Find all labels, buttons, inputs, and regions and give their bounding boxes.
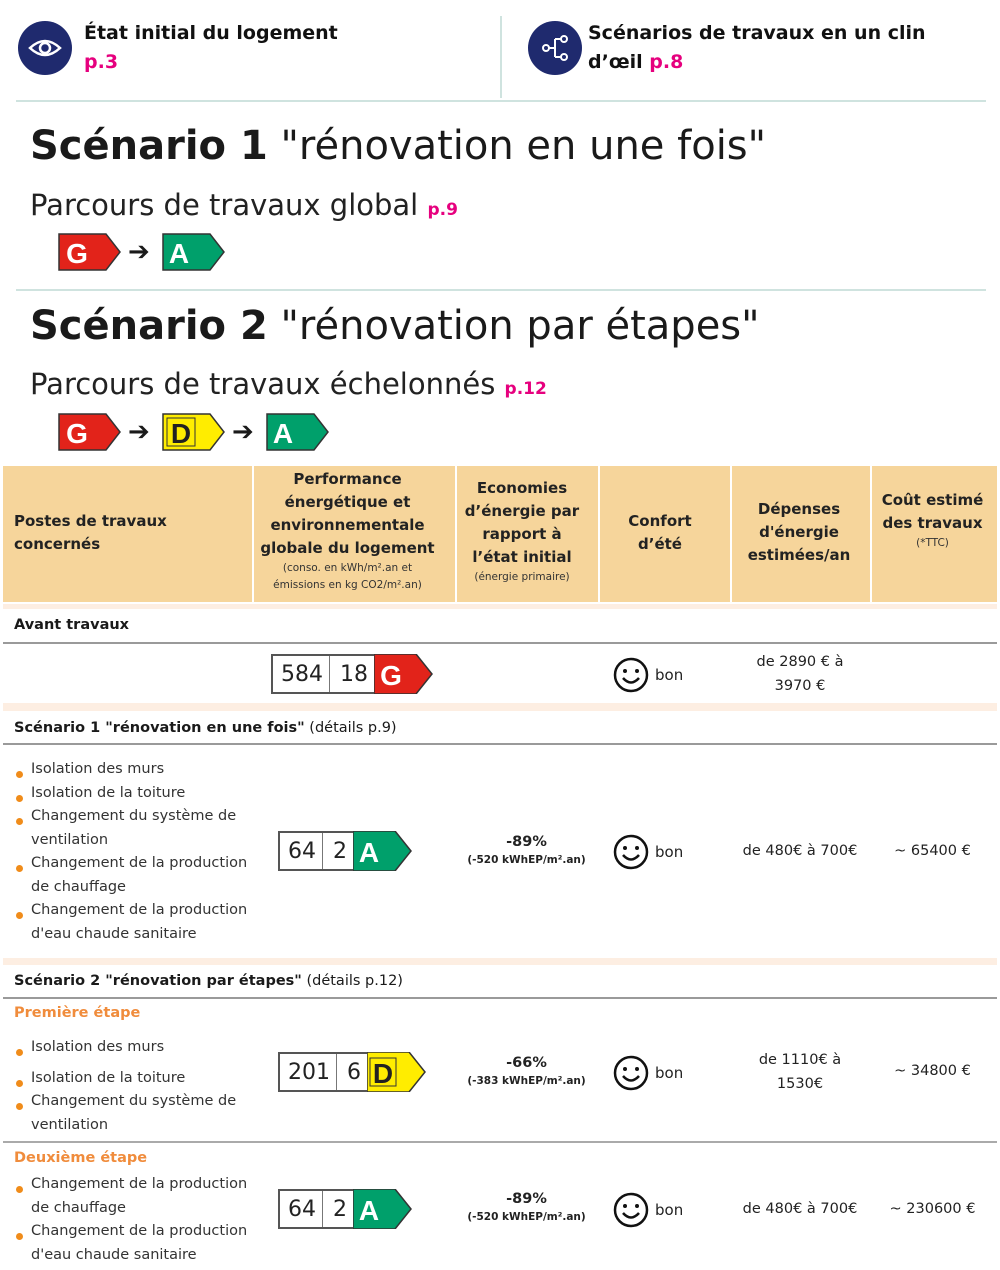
header-economies-note: (énergie primaire) <box>474 571 570 583</box>
conso-value: 584 <box>281 656 330 692</box>
header-divider <box>598 466 600 602</box>
economies-etape1 <box>455 1053 598 1089</box>
eco-pct: -89% <box>506 1191 547 1207</box>
eco-detail: (-520 kWhEP/m².an) <box>467 1211 586 1223</box>
confort-avant <box>613 657 683 693</box>
nav-right-title-1: Scénarios de travaux en un clin <box>588 22 926 44</box>
scenario2-subtitle <box>30 367 547 406</box>
list-item: Changement de la production d'eau chaude sanitaire <box>14 1220 254 1267</box>
energy-class-arrow-a <box>353 1189 413 1229</box>
badge-letter: A <box>168 238 190 269</box>
nav-left-title: État initial du logement <box>84 22 338 44</box>
nav-link-etat-initial[interactable] <box>84 19 338 77</box>
header-depenses: Dépenses d'énergie estimées/an <box>747 500 851 564</box>
nav-link-scenarios[interactable] <box>588 19 926 77</box>
performance-box <box>278 1189 353 1229</box>
list-item: Isolation des murs <box>14 1036 254 1060</box>
class-letter: A <box>358 1195 380 1226</box>
confort-value: bon <box>655 666 684 684</box>
performance-label-avant <box>271 654 434 694</box>
avant-label-text: Avant travaux <box>14 617 130 633</box>
arrow-icon: ➔ <box>232 417 254 447</box>
energy-class-badge-a <box>162 233 226 271</box>
list-item: Changement du système de ventilation <box>14 805 254 852</box>
header-cout <box>880 489 985 552</box>
performance-box <box>271 654 374 694</box>
row-divider <box>3 743 997 745</box>
nav-divider <box>500 16 502 98</box>
row-divider <box>3 1141 997 1143</box>
separator <box>16 100 986 102</box>
arrow-icon: ➔ <box>128 417 150 447</box>
nav-right-title-2: d’œil <box>588 51 643 73</box>
depenses-s1: de 480€ à 700€ <box>742 843 858 859</box>
scenario1-title-bold: Scénario 1 <box>30 123 268 169</box>
flow-icon <box>528 21 582 75</box>
conso-value: 201 <box>288 1054 337 1090</box>
scenario2-subtitle-text: Parcours de travaux échelonnés <box>30 367 505 401</box>
badge-letter: A <box>272 418 294 449</box>
list-item: Isolation de la toiture <box>14 1067 254 1091</box>
depenses-line1: de 1110€ à <box>758 1052 842 1068</box>
band <box>3 703 997 711</box>
emissions-value: 2 <box>333 1196 347 1222</box>
confort-value: bon <box>655 1064 684 1082</box>
economies-s1 <box>455 832 598 868</box>
list-item: Changement de la production de chauffage <box>14 852 254 899</box>
s1-label-rest: (détails p.9) <box>304 720 397 736</box>
conso-value: 64 <box>288 833 323 869</box>
scenario2-title <box>30 302 760 350</box>
performance-label-etape1 <box>278 1052 427 1092</box>
depenses-etape2: de 480€ à 700€ <box>742 1201 858 1217</box>
confort-etape1 <box>613 1055 683 1091</box>
eco-pct: -89% <box>506 834 547 850</box>
header-divider <box>455 466 457 602</box>
s2-etape2-works-list <box>14 1173 254 1267</box>
header-divider <box>870 466 872 602</box>
row-divider <box>3 997 997 999</box>
scenario2-title-rest: "rénovation par étapes" <box>267 303 760 349</box>
separator <box>16 289 986 291</box>
arrow-icon: ➔ <box>128 237 150 267</box>
confort-value: bon <box>655 843 684 861</box>
scenario1-subtitle <box>30 188 458 227</box>
header-performance-title: Performance énergétique et environnementale globale du logement <box>260 470 435 557</box>
performance-box <box>278 831 353 871</box>
s2-etape1-works-list <box>14 1036 254 1137</box>
s2-label-bold: Scénario 2 "rénovation par étapes" <box>14 973 302 989</box>
economies-etape2 <box>455 1189 598 1225</box>
badge-letter: D <box>170 418 192 449</box>
emissions-value: 2 <box>333 838 347 864</box>
header-economies-title: Economies d’énergie par rapport à l’état initial <box>464 479 580 566</box>
confort-etape2 <box>613 1192 683 1228</box>
header-economies <box>462 477 582 586</box>
depenses-line1: de 2890 € à <box>756 654 844 670</box>
list-item: Changement de la production d'eau chaude sanitaire <box>14 899 254 946</box>
energy-class-badge-d <box>162 413 226 451</box>
smiley-icon <box>613 834 649 870</box>
class-letter: A <box>358 837 380 868</box>
scenario1-row-label <box>14 718 397 738</box>
scenario1-title-rest: "rénovation en une fois" <box>267 123 767 169</box>
band <box>3 958 997 965</box>
energy-class-arrow-g <box>374 654 434 694</box>
list-item: Changement de la production de chauffage <box>14 1173 254 1220</box>
depenses-line2: 1530€ <box>776 1076 824 1092</box>
energy-class-arrow-a <box>353 831 413 871</box>
confort-value: bon <box>655 1201 684 1219</box>
energy-class-badge-g <box>58 413 122 451</box>
header-divider <box>252 466 254 602</box>
header-performance-note: (conso. en kWh/m².an et émissions en kg CO2/m².an) <box>273 562 422 591</box>
scenario1-subtitle-text: Parcours de travaux global <box>30 188 428 222</box>
cout-etape2: ~ 230600 € <box>889 1201 976 1217</box>
header-confort: Confort d’été <box>628 512 692 553</box>
cout-etape1: ~ 34800 € <box>894 1063 971 1079</box>
cout-s1: ~ 65400 € <box>894 843 971 859</box>
list-item: Changement du système de ventilation <box>14 1090 254 1137</box>
class-letter: G <box>380 660 402 691</box>
energy-class-badge-a <box>266 413 330 451</box>
s1-works-list <box>14 758 254 946</box>
header-postes: Postes de travaux concernés <box>14 512 167 553</box>
badge-letter: G <box>66 238 88 269</box>
eco-pct: -66% <box>506 1055 547 1071</box>
header-divider <box>730 466 732 602</box>
depenses-line2: 3970 € <box>774 678 826 694</box>
scenario2-page-link[interactable]: p.12 <box>504 379 547 399</box>
etape2-label: Deuxième étape <box>14 1150 148 1166</box>
row-divider <box>3 642 997 644</box>
confort-s1 <box>613 834 683 870</box>
performance-label-etape2 <box>278 1189 413 1229</box>
scenario2-title-bold: Scénario 2 <box>30 303 268 349</box>
smiley-icon <box>613 1055 649 1091</box>
nav-right-page: p.8 <box>649 51 684 73</box>
list-item: Isolation de la toiture <box>14 782 254 806</box>
emissions-value: 6 <box>347 1059 361 1085</box>
s2-label-rest: (détails p.12) <box>301 973 403 989</box>
eco-detail: (-383 kWhEP/m².an) <box>467 1075 586 1087</box>
etape1-label: Première étape <box>14 1005 141 1021</box>
energy-class-badge-g <box>58 233 122 271</box>
eye-icon <box>18 21 72 75</box>
depenses-etape1 <box>735 1048 865 1096</box>
scenario1-page-link[interactable]: p.9 <box>427 200 458 220</box>
s1-label-bold: Scénario 1 "rénovation en une fois" <box>14 720 305 736</box>
header-performance <box>260 468 435 594</box>
scenario2-row-label <box>14 971 403 991</box>
eco-detail: (-520 kWhEP/m².an) <box>467 854 586 866</box>
depenses-avant <box>735 650 865 698</box>
badge-letter: G <box>66 418 88 449</box>
class-letter: D <box>372 1058 394 1089</box>
header-cout-title: Coût estimé des travaux <box>881 491 984 532</box>
performance-box <box>278 1052 367 1092</box>
performance-label-s1 <box>278 831 413 871</box>
nav-left-page: p.3 <box>84 51 119 73</box>
header-cout-note: (*TTC) <box>916 537 949 549</box>
scenario1-title <box>30 122 766 170</box>
band <box>3 604 997 609</box>
conso-value: 64 <box>288 1191 323 1227</box>
smiley-icon <box>613 657 649 693</box>
avant-travaux-label <box>14 615 129 635</box>
list-item: Isolation des murs <box>14 758 254 782</box>
emissions-value: 18 <box>340 661 368 687</box>
energy-class-arrow-d <box>367 1052 427 1092</box>
smiley-icon <box>613 1192 649 1228</box>
